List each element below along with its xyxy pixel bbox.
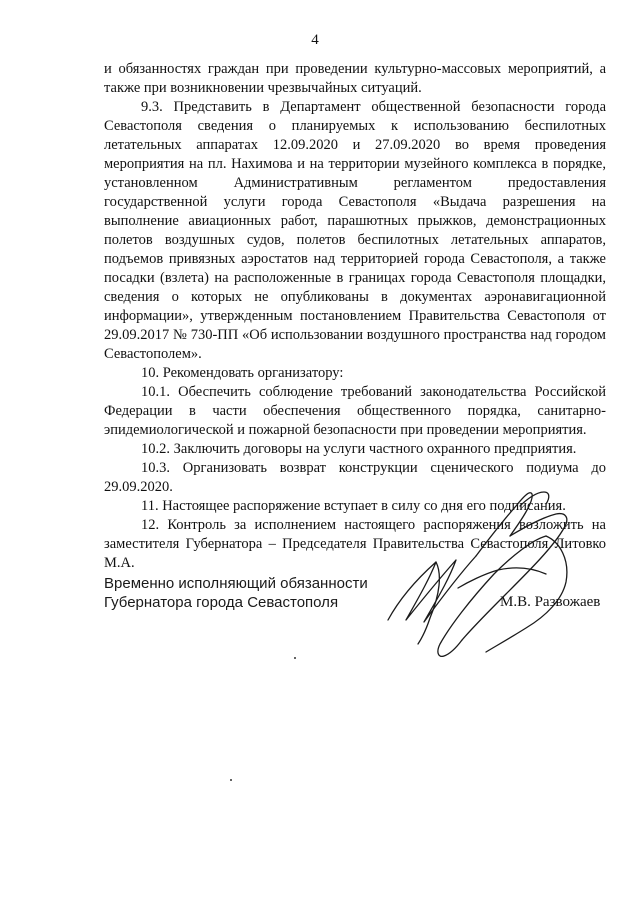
position-line-1: Временно исполняющий обязанности	[104, 575, 368, 592]
page-number: 4	[311, 32, 319, 48]
paragraph-10: 10. Рекомендовать организатору:	[141, 365, 344, 381]
paragraph-continuation: и обязанностях граждан при проведении культурно-массовых мероприятий, а также при возникновении чрезвычайных ситуаций.	[104, 61, 606, 96]
paragraph-11: 11. Настоящее распоряжение вступает в силу со дня его подписания.	[141, 498, 566, 514]
signer-name: М.В. Развожаев	[500, 594, 601, 610]
position-line-2: Губернатора города Севастополя	[104, 594, 339, 611]
paragraph-10-1: 10.1. Обеспечить соблюдение требований законодательства Российской Федерации в части обеспечения общественного порядка, санитарно-эпидемиологической и пожарной безопасности при проведении мероприятия.	[104, 384, 606, 438]
paragraph-10-2: 10.2. Заключить договоры на услуги частного охранного предприятия.	[141, 441, 577, 457]
scan-speck	[230, 779, 232, 781]
paragraph-10-3: 10.3. Организовать возврат конструкции сценического подиума до 29.09.2020.	[104, 460, 606, 495]
handwritten-signature	[370, 470, 610, 690]
paragraph-9-3: 9.3. Представить в Департамент общественной безопасности города Севастополя сведения о планируемых к использованию беспилотных летательных аппаратах 12.09.2020 и 27.09.2020 во время проведения мероприятия на пл. Нахимова и на территории музейного комплекса в порядке, установленном Административным регламентом предоставления государственной услуги города Севастополя «Выдача разрешения на выполнение авиационных работ, парашютных прыжков, демонстрационных полетов воздушных судов, полетов беспилотных летательных аппаратов, подъемов привязных аэростатов над территорией города Севастополя, а также посадки (взлета) на расположенные в границах города Севастополя площадки, сведения о которых не опубликованы в документах аэронавигационной информации», утвержденным постановлением Правительства Севастополя от 29.09.2017 № 730-ПП «Об использовании воздушного пространства над городом Севастополем».	[104, 99, 606, 362]
scan-speck	[294, 657, 296, 659]
paragraph-12: 12. Контроль за исполнением настоящего распоряжения возложить на заместителя Губернатора – Председателя Правительства Севастополя Литовко М.А.	[104, 517, 606, 571]
signatory-position	[104, 574, 368, 612]
